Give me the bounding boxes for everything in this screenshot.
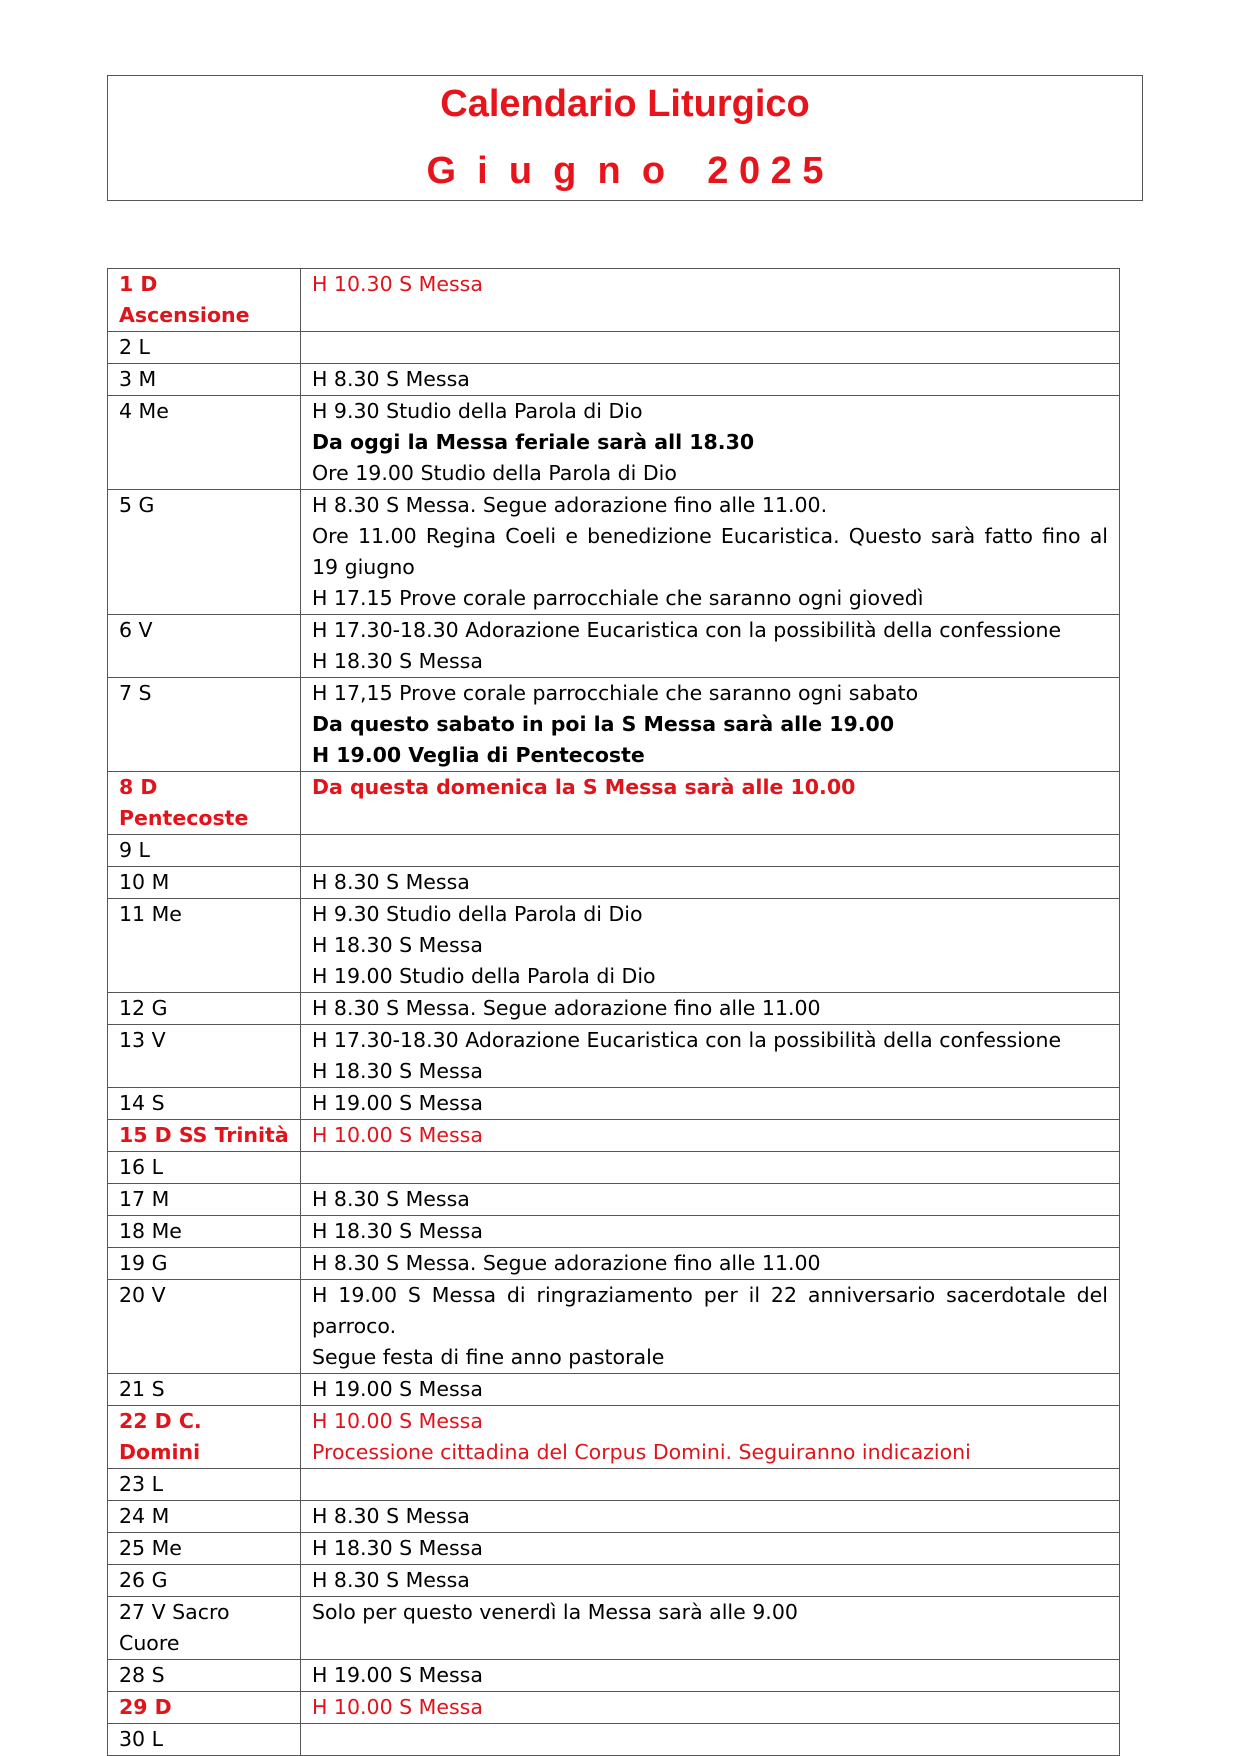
events-cell xyxy=(301,1248,1120,1280)
events-cell xyxy=(301,1120,1120,1152)
events-cell xyxy=(301,615,1120,678)
event-line: H 8.30 S Messa. Segue adorazione fino alle 11.00. xyxy=(312,493,828,517)
calendar-row xyxy=(108,1248,1120,1280)
day-cell: 9 L xyxy=(108,835,301,867)
calendar-row xyxy=(108,1565,1120,1597)
event-line: H 19.00 Veglia di Pentecoste xyxy=(312,743,645,767)
events-cell xyxy=(301,1501,1120,1533)
day-cell: 12 G xyxy=(108,993,301,1025)
calendar-row xyxy=(108,615,1120,678)
event-line: Da questa domenica la S Messa sarà alle 10.00 xyxy=(312,775,856,799)
events-cell xyxy=(301,1184,1120,1216)
page-title: Calendario Liturgico xyxy=(440,83,810,125)
events-cell xyxy=(301,1088,1120,1120)
event-line: H 8.30 S Messa xyxy=(312,1504,470,1528)
events-cell xyxy=(301,1692,1120,1724)
event-line: H 18.30 S Messa xyxy=(312,1059,483,1083)
event-line: H 10.30 S Messa xyxy=(312,272,483,296)
calendar-row xyxy=(108,1469,1120,1501)
calendar-row xyxy=(108,490,1120,615)
day-cell: 24 M xyxy=(108,1501,301,1533)
event-line: Ore 11.00 Regina Coeli e benedizione Eucaristica. Questo sarà fatto fino al 19 giugno xyxy=(312,524,1108,579)
events-cell xyxy=(301,1660,1120,1692)
calendar-table xyxy=(107,268,1120,1756)
calendar-row xyxy=(108,332,1120,364)
calendar-row xyxy=(108,835,1120,867)
calendar-row xyxy=(108,1406,1120,1469)
calendar-row xyxy=(108,396,1120,490)
events-cell xyxy=(301,1469,1120,1501)
day-cell: 6 V xyxy=(108,615,301,678)
day-cell: 22 D C. Domini xyxy=(108,1406,301,1469)
event-line: H 10.00 S Messa xyxy=(312,1409,483,1433)
event-line: H 19.00 S Messa xyxy=(312,1377,483,1401)
day-cell: 17 M xyxy=(108,1184,301,1216)
day-cell: 15 D SS Trinità xyxy=(108,1120,301,1152)
calendar-row xyxy=(108,1280,1120,1374)
calendar-row xyxy=(108,1152,1120,1184)
event-line: H 19.00 S Messa di ringraziamento per il 22 anniversario sacerdotale del parroco. xyxy=(312,1283,1108,1338)
events-cell xyxy=(301,993,1120,1025)
events-cell xyxy=(301,490,1120,615)
calendar-row xyxy=(108,1724,1120,1756)
event-line: H 8.30 S Messa xyxy=(312,367,470,391)
calendar-row xyxy=(108,678,1120,772)
calendar-row xyxy=(108,1088,1120,1120)
events-cell xyxy=(301,1724,1120,1756)
day-cell: 29 D xyxy=(108,1692,301,1724)
day-cell: 27 V Sacro Cuore xyxy=(108,1597,301,1660)
day-cell: 14 S xyxy=(108,1088,301,1120)
day-cell: 8 D Pentecoste xyxy=(108,772,301,835)
events-cell xyxy=(301,1597,1120,1660)
event-line: H 18.30 S Messa xyxy=(312,649,483,673)
events-cell xyxy=(301,835,1120,867)
event-line: H 10.00 S Messa xyxy=(312,1123,483,1147)
event-line: H 17.15 Prove corale parrocchiale che saranno ogni giovedì xyxy=(312,586,924,610)
event-line: H 19.00 S Messa xyxy=(312,1091,483,1115)
event-line: Da questo sabato in poi la S Messa sarà alle 19.00 xyxy=(312,712,895,736)
day-cell: 2 L xyxy=(108,332,301,364)
event-line: H 9.30 Studio della Parola di Dio xyxy=(312,902,643,926)
events-cell xyxy=(301,1406,1120,1469)
events-cell xyxy=(301,867,1120,899)
event-line: H 8.30 S Messa xyxy=(312,1568,470,1592)
event-line: H 17,15 Prove corale parrocchiale che saranno ogni sabato xyxy=(312,681,919,705)
event-line: H 17.30-18.30 Adorazione Eucaristica con la possibilità della confessione xyxy=(312,1028,1062,1052)
events-cell xyxy=(301,1374,1120,1406)
day-cell: 18 Me xyxy=(108,1216,301,1248)
day-cell: 28 S xyxy=(108,1660,301,1692)
event-line: H 8.30 S Messa. Segue adorazione fino alle 11.00 xyxy=(312,996,821,1020)
calendar-row xyxy=(108,1025,1120,1088)
calendar-row xyxy=(108,1597,1120,1660)
day-cell: 4 Me xyxy=(108,396,301,490)
calendar-row xyxy=(108,1120,1120,1152)
event-line: H 8.30 S Messa. Segue adorazione fino alle 11.00 xyxy=(312,1251,821,1275)
day-cell: 10 M xyxy=(108,867,301,899)
calendar-row xyxy=(108,1374,1120,1406)
month-year-subtitle: G i u g n o 2 0 2 5 xyxy=(426,150,824,192)
day-cell: 25 Me xyxy=(108,1533,301,1565)
day-cell: 21 S xyxy=(108,1374,301,1406)
calendar-table-body xyxy=(108,269,1120,1756)
day-cell: 16 L xyxy=(108,1152,301,1184)
calendar-row xyxy=(108,1533,1120,1565)
events-cell xyxy=(301,1025,1120,1088)
events-cell xyxy=(301,772,1120,835)
day-cell: 26 G xyxy=(108,1565,301,1597)
events-cell xyxy=(301,1533,1120,1565)
calendar-row xyxy=(108,1184,1120,1216)
day-cell: 11 Me xyxy=(108,899,301,993)
day-cell: 23 L xyxy=(108,1469,301,1501)
calendar-row xyxy=(108,1501,1120,1533)
events-cell xyxy=(301,1565,1120,1597)
event-line: H 8.30 S Messa xyxy=(312,1187,470,1211)
calendar-row xyxy=(108,772,1120,835)
events-cell xyxy=(301,269,1120,332)
event-line: H 9.30 Studio della Parola di Dio xyxy=(312,399,643,423)
event-line: Segue festa di fine anno pastorale xyxy=(312,1345,665,1369)
event-line: Da oggi la Messa feriale sarà all 18.30 xyxy=(312,430,755,454)
day-cell: 3 M xyxy=(108,364,301,396)
event-line: H 10.00 S Messa xyxy=(312,1695,483,1719)
event-line: Ore 19.00 Studio della Parola di Dio xyxy=(312,461,677,485)
events-cell xyxy=(301,364,1120,396)
calendar-row xyxy=(108,993,1120,1025)
event-line: H 18.30 S Messa xyxy=(312,933,483,957)
calendar-row xyxy=(108,1216,1120,1248)
day-cell: 19 G xyxy=(108,1248,301,1280)
calendar-row xyxy=(108,899,1120,993)
event-line: Solo per questo venerdì la Messa sarà alle 9.00 xyxy=(312,1600,798,1624)
day-cell: 5 G xyxy=(108,490,301,615)
event-line: H 18.30 S Messa xyxy=(312,1536,483,1560)
events-cell xyxy=(301,678,1120,772)
events-cell xyxy=(301,396,1120,490)
event-line: H 18.30 S Messa xyxy=(312,1219,483,1243)
event-line: H 8.30 S Messa xyxy=(312,870,470,894)
events-cell xyxy=(301,332,1120,364)
event-line: Processione cittadina del Corpus Domini. Seguiranno indicazioni xyxy=(312,1440,971,1464)
day-cell: 1 D Ascensione xyxy=(108,269,301,332)
events-cell xyxy=(301,1280,1120,1374)
events-cell xyxy=(301,1216,1120,1248)
calendar-header xyxy=(107,75,1143,201)
event-line: H 19.00 Studio della Parola di Dio xyxy=(312,964,656,988)
calendar-row xyxy=(108,269,1120,332)
day-cell: 13 V xyxy=(108,1025,301,1088)
events-cell xyxy=(301,899,1120,993)
day-cell: 30 L xyxy=(108,1724,301,1756)
calendar-row xyxy=(108,1692,1120,1724)
events-cell xyxy=(301,1152,1120,1184)
calendar-row xyxy=(108,1660,1120,1692)
day-cell: 7 S xyxy=(108,678,301,772)
day-cell: 20 V xyxy=(108,1280,301,1374)
event-line: H 19.00 S Messa xyxy=(312,1663,483,1687)
event-line: H 17.30-18.30 Adorazione Eucaristica con la possibilità della confessione xyxy=(312,618,1062,642)
calendar-row xyxy=(108,364,1120,396)
calendar-row xyxy=(108,867,1120,899)
